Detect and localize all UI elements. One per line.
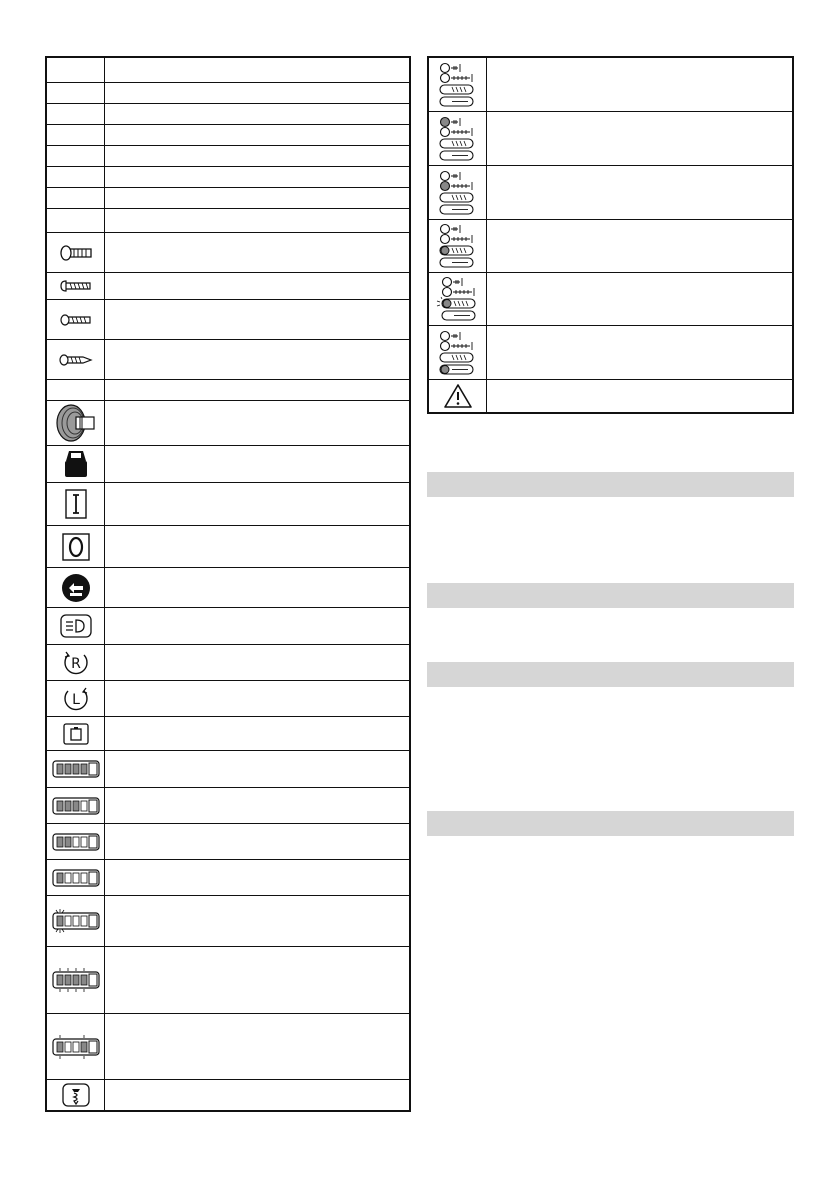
- table-row: [47, 567, 409, 607]
- table-row: [47, 895, 409, 946]
- table-row: [47, 82, 409, 103]
- disposal-warning-icon: [61, 573, 91, 603]
- svg-text:L: L: [71, 691, 80, 708]
- table-row: [47, 272, 409, 299]
- table-row: [47, 145, 409, 166]
- table-row: [47, 716, 409, 750]
- power-off-o-icon: [62, 533, 90, 561]
- table-row: [47, 787, 409, 823]
- drill-mode-icon: [62, 1083, 90, 1107]
- rotation-left-icon: [62, 685, 90, 713]
- mode-3-blink-icon: [436, 275, 480, 323]
- battery-level-1-icon: [52, 869, 100, 887]
- table-row: [429, 325, 792, 379]
- table-row: [47, 946, 409, 1013]
- section-heading-bar: [427, 811, 794, 836]
- table-row: [429, 165, 792, 219]
- battery-level-4-icon: [52, 760, 100, 778]
- machine-bolt-icon: [58, 245, 94, 261]
- table-row: [47, 339, 409, 379]
- svg-text:R: R: [70, 655, 81, 672]
- table-row: [47, 124, 409, 145]
- table-row: [47, 187, 409, 208]
- rotation-right-icon: [62, 649, 90, 677]
- table-row: [429, 272, 792, 325]
- table-row: [429, 219, 792, 272]
- small-screw-icon: [60, 314, 92, 326]
- spring-sleeve-icon: [54, 403, 98, 443]
- section-heading-bar: [427, 472, 794, 497]
- table-row: [429, 111, 792, 165]
- table-row: [47, 823, 409, 859]
- mode-3-icon: [438, 222, 478, 270]
- table-row: [47, 750, 409, 787]
- battery-level-blink-alt-icon: [51, 1034, 101, 1060]
- battery-level-blink-1-icon: [51, 908, 101, 934]
- table-row: [429, 379, 792, 412]
- table-row: [47, 1079, 409, 1110]
- short-bolt-icon: [60, 280, 92, 292]
- battery-level-2-icon: [52, 833, 100, 851]
- table-row: [47, 103, 409, 124]
- table-row: [429, 58, 792, 111]
- table-row: [47, 859, 409, 895]
- mode-none-icon: [438, 61, 478, 109]
- table-row: [47, 525, 409, 567]
- section-heading-bar: [427, 583, 794, 608]
- anvil-socket-icon: [62, 449, 90, 479]
- section-heading-bar: [427, 662, 794, 687]
- table-row: [47, 644, 409, 680]
- mode-4-icon: [438, 329, 478, 377]
- symbols-table-left: [45, 56, 411, 1112]
- warning-triangle-icon: [443, 383, 473, 409]
- table-row: [47, 482, 409, 525]
- light-icon: [60, 614, 92, 638]
- table-row: [47, 1013, 409, 1079]
- table-row: [47, 607, 409, 644]
- table-row: [47, 445, 409, 482]
- battery-level-blink-all-icon: [51, 967, 101, 993]
- power-on-i-icon: [65, 489, 87, 519]
- table-row: [47, 208, 409, 232]
- tapping-screw-icon: [59, 354, 93, 366]
- table-row: [47, 299, 409, 339]
- table-row: [47, 680, 409, 716]
- symbols-table-right: [427, 56, 794, 414]
- battery-level-3-icon: [52, 797, 100, 815]
- table-row: [47, 58, 409, 82]
- battery-icon: [63, 723, 89, 745]
- mode-1-icon: [438, 115, 478, 163]
- table-row: [47, 379, 409, 400]
- table-row: [47, 400, 409, 445]
- mode-2-icon: [438, 169, 478, 217]
- table-row: [47, 232, 409, 272]
- table-row: [47, 166, 409, 187]
